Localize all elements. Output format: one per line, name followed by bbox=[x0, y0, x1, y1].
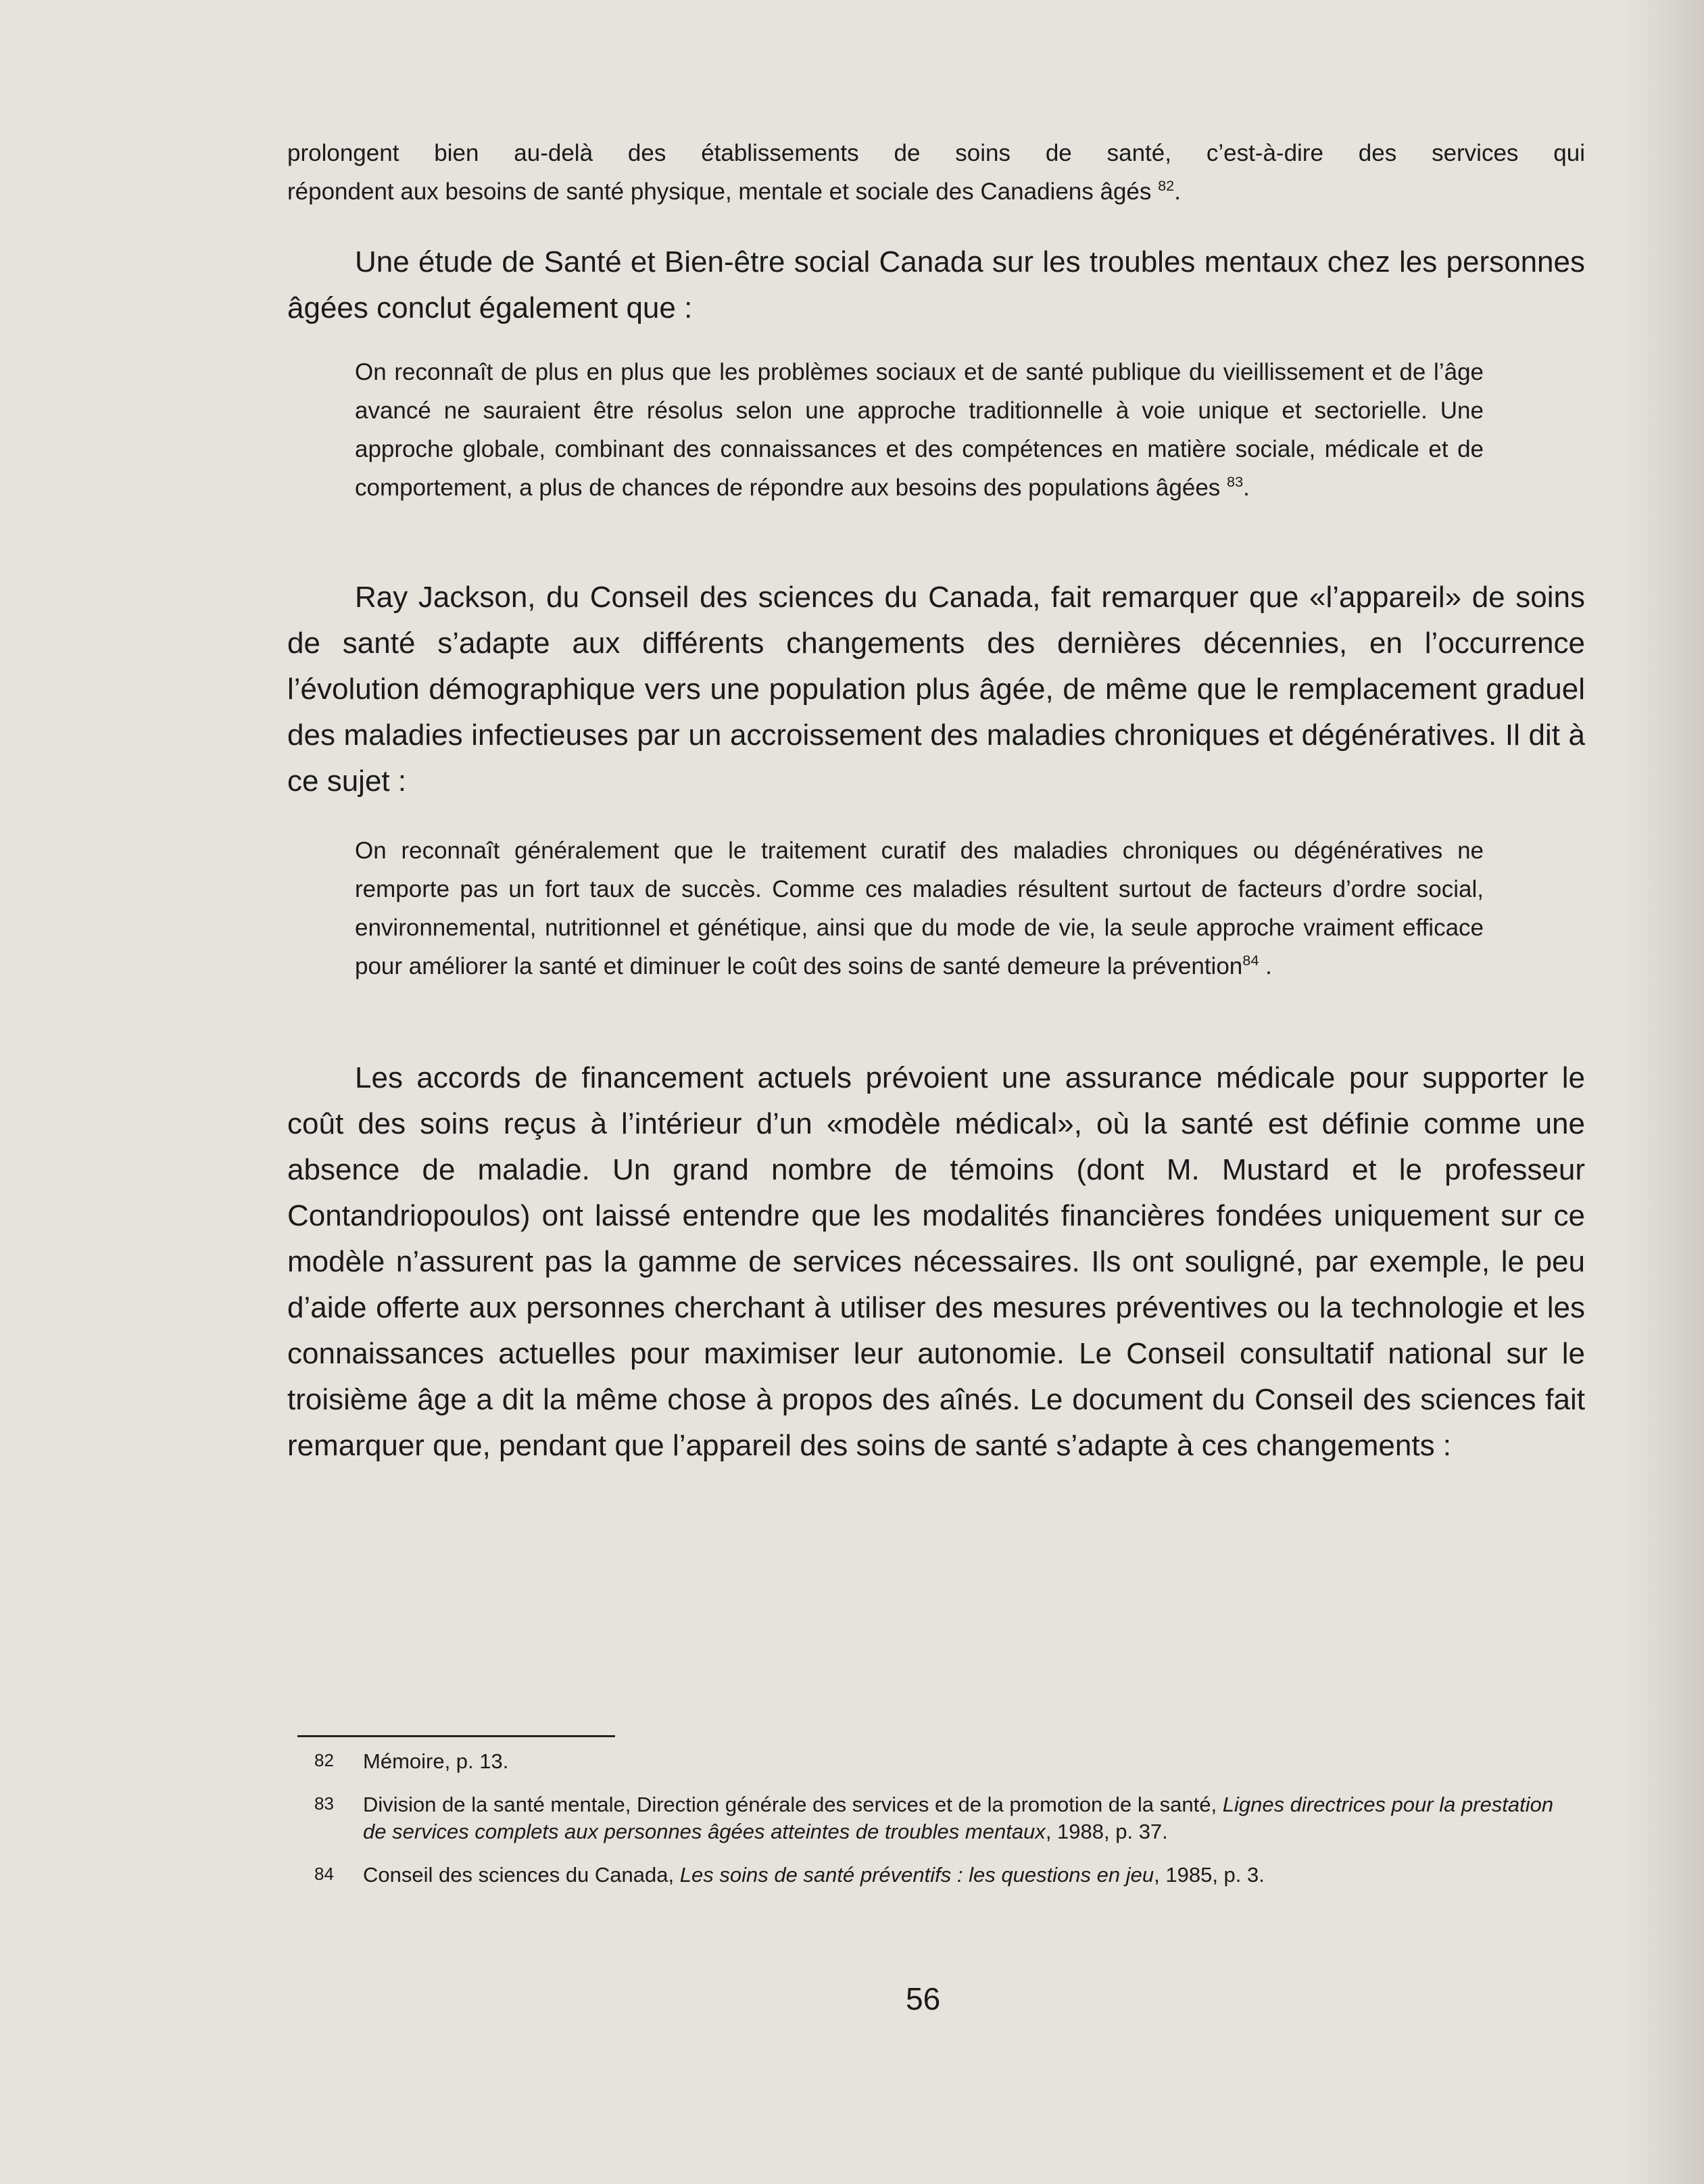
footnote-83-text bbox=[363, 1791, 1578, 1845]
block-quote-2-text: On reconnaît généralement que le traitement curatif des maladies chroniques ou dégénératives ne remporte pas un fort taux de succès. Comme ces maladies résultent surtout de facteurs d’ordre social, environnemental, nutritionnel et génétique, ainsi que du mode de vie, la seule approche vraiment efficace pour améliorer la santé et diminuer le coût des soins de santé demeure la prévention bbox=[355, 838, 1484, 979]
block-quote-2 bbox=[355, 831, 1484, 986]
top-paragraph-line-2 bbox=[287, 172, 1585, 211]
top-paragraph bbox=[287, 134, 1585, 211]
footnote-82-number: 82 bbox=[314, 1750, 334, 1770]
footnote-84-text bbox=[363, 1862, 1578, 1889]
block-quote-1 bbox=[355, 353, 1484, 507]
footnote-82 bbox=[314, 1748, 1578, 1775]
top-paragraph-end: . bbox=[1174, 178, 1181, 205]
top-paragraph-line-1: prolongent bien au-delà des établissements de soins de santé, c’est-à-dire des services qui bbox=[287, 140, 1585, 166]
footnote-84 bbox=[314, 1862, 1578, 1889]
footnote-84-text-b: , 1985, p. 3. bbox=[1154, 1863, 1265, 1887]
footnote-82-text: Mémoire, p. 13. bbox=[363, 1749, 509, 1773]
paragraph-intro: Une étude de Santé et Bien-être social Canada sur les troubles mentaux chez les personnes âgées conclut également que : bbox=[287, 245, 1585, 324]
footnote-84-title: Les soins de santé préventifs : les questions en jeu bbox=[679, 1863, 1154, 1887]
page-number: 56 bbox=[906, 1981, 941, 2016]
footnote-83-text-b: , 1988, p. 37. bbox=[1045, 1820, 1168, 1843]
footnote-ref-83: 83 bbox=[1227, 472, 1244, 490]
paragraph-jackson: Ray Jackson, du Conseil des sciences du Canada, fait remarquer que «l’appareil» de soins de santé s’adapte aux différents changements des dernières décennies, en l’occurrence l’évolution démographique vers une population plus âgée, de même que le remplacement graduel des maladies infectieuses par un accroissement des maladies chroniques et dégénératives. Il dit à ce sujet : bbox=[287, 581, 1585, 798]
footnote-83-number: 83 bbox=[314, 1793, 334, 1814]
footnote-84-number: 84 bbox=[314, 1864, 334, 1884]
block-quote-2-end: . bbox=[1265, 953, 1272, 979]
block-quote-1-end: . bbox=[1243, 475, 1250, 501]
block-quote-1-text: On reconnaît de plus en plus que les problèmes sociaux et de santé publique du vieillissement et de l’âge avancé ne sauraient être résolus selon une approche traditionnelle à voie unique et sectorielle. Une approche globale, combinant des connaissances et des compétences en matière sociale, médicale et de comportement, a plus de chances de répondre aux besoins des populations âgées bbox=[355, 359, 1484, 501]
scan-edge-shadow bbox=[1623, 0, 1704, 2184]
footnote-84-text-a: Conseil des sciences du Canada, bbox=[363, 1863, 675, 1887]
footnote-ref-82: 82 bbox=[1158, 176, 1175, 194]
paragraph-financing: Les accords de financement actuels prévoient une assurance médicale pour supporter le coût des soins reçus à l’intérieur d’un «modèle médical», où la santé est définie comme une absence de maladie. Un grand nombre de témoins (dont M. Mustard et le professeur Contandriopoulos) ont laissé entendre que les modalités financières fondées uniquement sur ce modèle n’assurent pas la gamme de services nécessaires. Ils ont souligné, par exemple, le peu d’aide offerte aux personnes cherchant à utiliser des mesures préventives ou la technologie et les connaissances actuelles pour maximiser leur autonomie. Le Conseil consultatif national sur le troisième âge a dit la même chose à propos des aînés. Le document du Conseil des sciences fait remarquer que, pendant que l’appareil des soins de santé s’adapte à ces changements : bbox=[287, 1061, 1585, 1462]
footnote-rule bbox=[297, 1735, 615, 1737]
footnote-ref-84: 84 bbox=[1242, 951, 1259, 969]
footnote-83-title: Lignes directrices pour la prestation de services complets aux personnes âgées atteintes de troubles mentaux bbox=[363, 1793, 1554, 1843]
footnote-83 bbox=[314, 1791, 1578, 1845]
top-paragraph-line-2-text: répondent aux besoins de santé physique, mentale et sociale des Canadiens âgés bbox=[287, 178, 1152, 205]
footnote-83-text-a: Division de la santé mentale, Direction générale des services et de la promotion de la santé, bbox=[363, 1793, 1217, 1816]
